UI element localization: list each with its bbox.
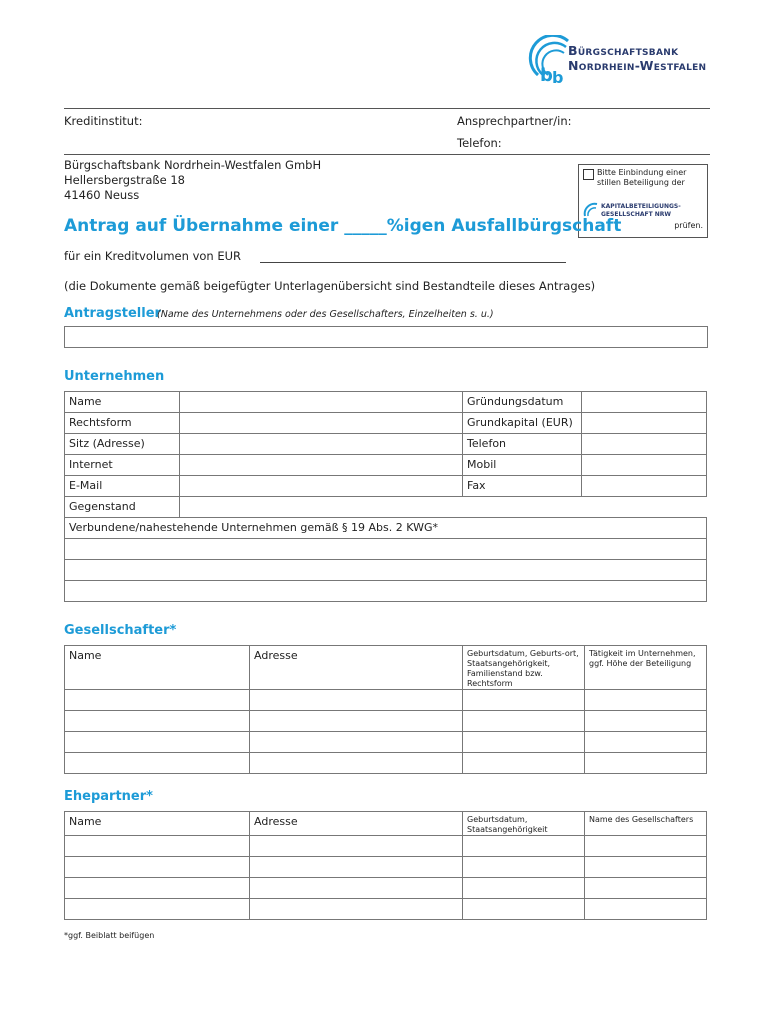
cell-input[interactable] xyxy=(463,732,585,753)
fax-input[interactable] xyxy=(582,476,707,497)
sitz-input[interactable] xyxy=(180,434,463,455)
table-row xyxy=(65,857,707,878)
mobil-input[interactable] xyxy=(582,455,707,476)
cell-input[interactable] xyxy=(585,857,707,878)
table-row xyxy=(65,690,707,711)
logo xyxy=(528,35,718,87)
unternehmen-name-label: Name xyxy=(65,392,180,413)
table-row xyxy=(65,878,707,899)
ehepartner-gesellschafter-header: Name des Gesellschafters xyxy=(585,812,707,836)
antragsteller-note: (Name des Unternehmens oder des Gesellschafters, Einzelheiten s. u.) xyxy=(157,309,494,320)
antragsteller-input[interactable] xyxy=(64,326,708,348)
verbundene-row[interactable] xyxy=(65,581,707,602)
verbundene-row[interactable] xyxy=(65,560,707,581)
table-row xyxy=(65,711,707,732)
cell-input[interactable] xyxy=(250,857,463,878)
stille-text2: stillen Beteiligung der xyxy=(597,178,685,187)
gesellschafter-taetigkeit-header: Tätigkeit im Unternehmen, ggf. Höhe der Beteiligung xyxy=(585,646,707,690)
unternehmen-table xyxy=(64,391,707,602)
mobil-label: Mobil xyxy=(463,455,582,476)
telefon-label: Telefon: xyxy=(457,136,502,150)
ehepartner-table xyxy=(64,811,707,920)
logo-line1: Bürgschaftsbank xyxy=(568,43,679,58)
verbundene-row[interactable] xyxy=(65,539,707,560)
header-bottom-rule xyxy=(64,154,710,155)
gruendungsdatum-input[interactable] xyxy=(582,392,707,413)
telefon-u-label: Telefon xyxy=(463,434,582,455)
cell-input[interactable] xyxy=(585,899,707,920)
gesellschafter-adresse-header: Adresse xyxy=(250,646,463,690)
kbg-text1: KAPITALBETEILIGUNGS- xyxy=(601,203,681,210)
cell-input[interactable] xyxy=(585,753,707,774)
unternehmen-heading: Unternehmen xyxy=(64,369,165,384)
verbundene-label: Verbundene/nahestehende Unternehmen gemäß § 19 Abs. 2 KWG* xyxy=(65,518,707,539)
cell-input[interactable] xyxy=(65,732,250,753)
antragsteller-heading: Antragsteller xyxy=(64,306,161,321)
gesellschafter-heading: Gesellschafter* xyxy=(64,623,177,638)
ehepartner-heading: Ehepartner* xyxy=(64,789,153,804)
unternehmen-name-input[interactable] xyxy=(180,392,463,413)
cell-input[interactable] xyxy=(463,878,585,899)
email-label: E-Mail xyxy=(65,476,180,497)
cell-input[interactable] xyxy=(65,711,250,732)
rechtsform-label: Rechtsform xyxy=(65,413,180,434)
grundkapital-label: Grundkapital (EUR) xyxy=(463,413,582,434)
kbg-text2: GESELLSCHAFT NRW xyxy=(601,211,672,218)
stille-text1: Bitte Einbindung einer xyxy=(597,168,687,177)
pruefen-text: prüfen. xyxy=(674,221,703,230)
cell-input[interactable] xyxy=(585,836,707,857)
gesellschafter-table xyxy=(64,645,707,774)
telefon-u-input[interactable] xyxy=(582,434,707,455)
logo-line2: Nordrhein-Westfalen xyxy=(568,58,707,73)
cell-input[interactable] xyxy=(250,711,463,732)
table-row xyxy=(65,732,707,753)
cell-input[interactable] xyxy=(250,753,463,774)
cell-input[interactable] xyxy=(65,753,250,774)
address-line1: Bürgschaftsbank Nordrhein-Westfalen GmbH xyxy=(64,158,322,172)
fax-label: Fax xyxy=(463,476,582,497)
table-row xyxy=(65,836,707,857)
svg-text:b: b xyxy=(540,65,553,86)
header-top-rule xyxy=(64,108,710,109)
sitz-label: Sitz (Adresse) xyxy=(65,434,180,455)
ehepartner-geburt-header: Geburtsdatum, Staatsangehörigkeit xyxy=(463,812,585,836)
footnote: *ggf. Beiblatt beifügen xyxy=(64,931,155,940)
internet-label: Internet xyxy=(65,455,180,476)
kreditvolumen-label: für ein Kreditvolumen von EUR xyxy=(64,249,242,263)
ehepartner-adresse-header: Adresse xyxy=(250,812,463,836)
dokumente-note: (die Dokumente gemäß beigefügter Unterlagenübersicht sind Bestandteile dieses Antrages) xyxy=(64,279,596,293)
cell-input[interactable] xyxy=(250,690,463,711)
cell-input[interactable] xyxy=(250,878,463,899)
gruendungsdatum-label: Gründungsdatum xyxy=(463,392,582,413)
cell-input[interactable] xyxy=(585,711,707,732)
cell-input[interactable] xyxy=(65,857,250,878)
address-line3: 41460 Neuss xyxy=(64,188,140,202)
cell-input[interactable] xyxy=(65,899,250,920)
table-row xyxy=(65,899,707,920)
ehepartner-name-header: Name xyxy=(65,812,250,836)
cell-input[interactable] xyxy=(65,690,250,711)
rechtsform-input[interactable] xyxy=(180,413,463,434)
kreditinstitut-label: Kreditinstitut: xyxy=(64,114,143,128)
page-title: Antrag auf Übernahme einer _____%igen Ausfallbürgschaft xyxy=(64,216,622,236)
cell-input[interactable] xyxy=(65,836,250,857)
cell-input[interactable] xyxy=(463,836,585,857)
cell-input[interactable] xyxy=(585,690,707,711)
email-input[interactable] xyxy=(180,476,463,497)
gegenstand-label: Gegenstand xyxy=(65,497,180,518)
table-row xyxy=(65,753,707,774)
grundkapital-input[interactable] xyxy=(582,413,707,434)
svg-text:b: b xyxy=(552,68,564,87)
cell-input[interactable] xyxy=(463,753,585,774)
cell-input[interactable] xyxy=(463,857,585,878)
gesellschafter-geburt-header: Geburtsdatum, Geburts-ort, Staatsangehörigkeit, Familienstand bzw. Rechtsform xyxy=(463,646,585,690)
cell-input[interactable] xyxy=(250,836,463,857)
gesellschafter-name-header: Name xyxy=(65,646,250,690)
cell-input[interactable] xyxy=(250,732,463,753)
cell-input[interactable] xyxy=(585,878,707,899)
internet-input[interactable] xyxy=(180,455,463,476)
address-line2: Hellersbergstraße 18 xyxy=(64,173,185,187)
stille-beteiligung-checkbox[interactable] xyxy=(583,169,594,180)
cell-input[interactable] xyxy=(250,899,463,920)
kreditvolumen-field[interactable] xyxy=(260,262,566,263)
cell-input[interactable] xyxy=(65,878,250,899)
ansprechpartner-label: Ansprechpartner/in: xyxy=(457,114,572,128)
cell-input[interactable] xyxy=(585,732,707,753)
gegenstand-input[interactable] xyxy=(180,497,707,518)
cell-input[interactable] xyxy=(463,711,585,732)
cell-input[interactable] xyxy=(463,899,585,920)
cell-input[interactable] xyxy=(463,690,585,711)
